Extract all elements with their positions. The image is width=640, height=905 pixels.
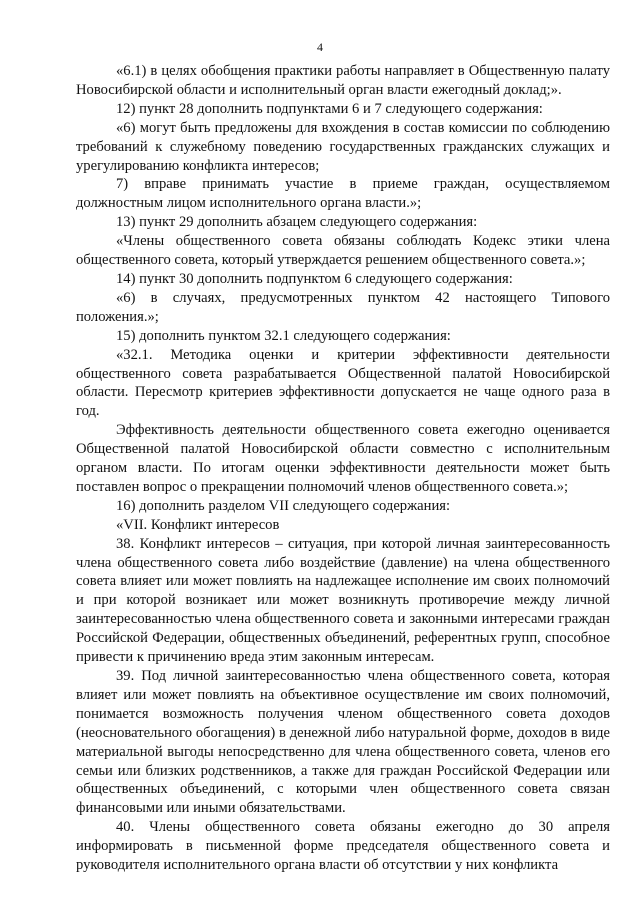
paragraph-39: 39. Под личной заинтересованностью члена общественного совета, которая влияет или может повлиять на объективное осуществление им своих полномочий, понимается возможность получения членом общественного совета доходов (неосновательного обогащения) в денежной либо натуральной форме, доходов в виде материальной выгоды непосредственно для члена общественного совета, членов его семьи или близких родственников, а также для граждан Российской Федерации или общественных объединений, с которыми член общественного совета связан финансовыми или иными обязательствами. (76, 668, 610, 817)
paragraph-subitem-6: «6) могут быть предложены для вхождения в состав комиссии по соблюдению требований к служебному поведению государственных гражданских служащих и урегулированию конфликта интересов; (76, 119, 610, 174)
document-body (76, 62, 610, 875)
paragraph-efficiency: Эффективность деятельности общественного совета ежегодно оценивается Общественной палатой Новосибирской области совместно с исполнительным органом власти. По итогам оценки эффективности деятельности может быть поставлен вопрос о прекращении полномочий членов общественного совета.»; (76, 422, 610, 495)
paragraph-6-1: «6.1) в целях обобщения практики работы направляет в Общественную палату Новосибирской области и исполнительный орган власти ежегодный доклад;». (76, 63, 610, 98)
paragraph-subitem-6-cases: «6) в случаях, предусмотренных пунктом 42 настоящего Типового положения.»; (76, 289, 610, 325)
page-number: 4 (317, 40, 323, 54)
paragraph-32-1: «32.1. Методика оценки и критерии эффективности деятельности общественного совета разрабатывается Общественной палатой Новосибирской области. Пересмотр критериев эффективности допускается не чаще одного раза в год. (76, 346, 610, 420)
paragraph-40: 40. Члены общественного совета обязаны ежегодно до 30 апреля информировать в письменной форме председателя общественного совета и руководителя исполнительного органа власти об отсутствии у них конфликта (76, 819, 610, 874)
section-heading-vii: «VII. Конфликт интересов (116, 516, 280, 533)
paragraph-item-16: 16) дополнить разделом VII следующего содержания: (116, 497, 451, 514)
paragraph-ethics-code: «Члены общественного совета обязаны соблюдать Кодекс этики члена общественного совета, который утверждается решением общественного совета.»; (76, 233, 610, 269)
paragraph-item-13: 13) пункт 29 дополнить абзацем следующего содержания: (116, 214, 478, 231)
paragraph-subitem-7: 7) вправе принимать участие в приеме граждан, осуществляемом должностным лицом исполнительного органа власти.»; (76, 176, 610, 212)
paragraph-38: 38. Конфликт интересов – ситуация, при которой личная заинтересованность члена общественного совета либо воздействие (давление) на члена общественного совета влияет или может повлиять на надлежащее исполнение им своих полномочий и при которой возникает или может возникнуть противоречие между личной заинтересованностью члена общественного совета и законными интересами граждан Российской Федерации, общественных объединений, референтных групп, способное привести к причинению вреда этим законным интересам. (76, 535, 610, 666)
paragraph-item-12: 12) пункт 28 дополнить подпунктами 6 и 7 следующего содержания: (116, 100, 543, 117)
paragraph-item-14: 14) пункт 30 дополнить подпунктом 6 следующего содержания: (116, 270, 513, 287)
paragraph-item-15: 15) дополнить пунктом 32.1 следующего содержания: (116, 327, 451, 344)
